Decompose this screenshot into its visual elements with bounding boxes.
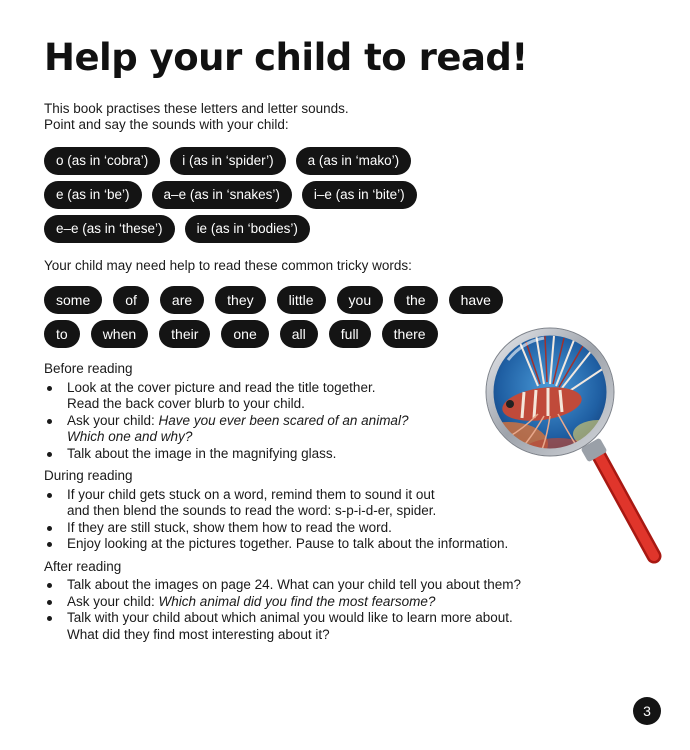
section-heading: During reading (44, 468, 133, 483)
list-item-text: Enjoy looking at the pictures together. Pause to talk about the information. (67, 536, 509, 551)
letter-sound-pill: e (as in ‘be’) (44, 181, 142, 209)
list-item-text: If your child gets stuck on a word, remind them to sound it out (67, 486, 435, 502)
letter-sounds-row-2 (44, 181, 417, 209)
section-heading: After reading (44, 558, 122, 574)
tricky-word-pill: when (91, 320, 148, 348)
during-reading-section (44, 468, 604, 553)
tricky-word-pill: little (277, 286, 326, 314)
intro-text (44, 101, 349, 133)
list-item (44, 520, 604, 537)
tricky-words-row-1 (44, 286, 503, 314)
letter-sound-pill: i–e (as in ‘bite’) (302, 181, 417, 209)
letter-sound-pill: a (as in ‘mako’) (296, 147, 412, 175)
tricky-word-pill: you (337, 286, 384, 314)
tricky-word-pill: all (280, 320, 318, 348)
after-reading-section (44, 559, 604, 644)
tricky-word-pill: to (44, 320, 80, 348)
list-item-text: Read the back cover blurb to your child. (67, 396, 305, 411)
letter-sounds-row-1 (44, 147, 411, 175)
tricky-words-heading: Your child may need help to read these common tricky words: (44, 258, 412, 273)
page-number: 3 (633, 697, 661, 725)
tricky-word-pill: the (394, 286, 437, 314)
tricky-word-pill: there (382, 320, 438, 348)
list-item (44, 594, 604, 611)
tricky-word-pill: one (221, 320, 268, 348)
tricky-word-pill: some (44, 286, 102, 314)
list-item-text: Talk about the images on page 24. What can your child tell you about them? (67, 577, 522, 592)
tricky-word-pill: full (329, 320, 371, 348)
list-item-question: Have you ever been scared of an animal? (158, 412, 409, 428)
tricky-word-pill: they (215, 286, 265, 314)
reading-guidance (44, 361, 604, 649)
letter-sound-pill: a–e (as in ‘snakes’) (152, 181, 292, 209)
tricky-word-pill: are (160, 286, 204, 314)
list-item-text: Ask your child: (67, 593, 159, 609)
list-item-question: Which animal did you find the most fearsome? (158, 593, 436, 609)
list-item-text: Look at the cover picture and read the title together. (67, 379, 376, 395)
tricky-word-pill: have (449, 286, 503, 314)
before-reading-section (44, 361, 604, 462)
list-item-text: Talk with your child about which animal you would like to learn more about. (67, 610, 513, 625)
list-item (44, 446, 604, 463)
list-item-text: Ask your child: (67, 412, 159, 428)
list-item-question: Which one and why? (67, 429, 193, 444)
intro-line-2: Point and say the sounds with your child: (44, 117, 289, 132)
list-item (44, 536, 604, 553)
list-item (44, 610, 604, 643)
list-item-text: If they are still stuck, show them how to read the word. (67, 519, 392, 535)
intro-line-1: This book practises these letters and letter sounds. (44, 101, 349, 116)
tricky-word-pill: their (159, 320, 210, 348)
list-item-text: and then blend the sounds to read the word: s-p-i-d-er, spider. (67, 503, 437, 518)
page-title: Help your child to read! (44, 36, 528, 79)
list-item (44, 380, 604, 413)
tricky-word-pill: of (113, 286, 149, 314)
letter-sound-pill: o (as in ‘cobra’) (44, 147, 160, 175)
list-item-text: Talk about the image in the magnifying glass. (67, 445, 337, 461)
letter-sounds-row-3 (44, 215, 310, 243)
list-item (44, 413, 604, 446)
tricky-words-row-2 (44, 320, 438, 348)
list-item (44, 577, 604, 594)
letter-sound-pill: i (as in ‘spider’) (170, 147, 285, 175)
list-item-text: What did they find most interesting about it? (67, 626, 330, 642)
letter-sound-pill: ie (as in ‘bodies’) (185, 215, 310, 243)
list-item (44, 487, 604, 520)
letter-sound-pill: e–e (as in ‘these’) (44, 215, 175, 243)
section-heading: Before reading (44, 361, 133, 376)
